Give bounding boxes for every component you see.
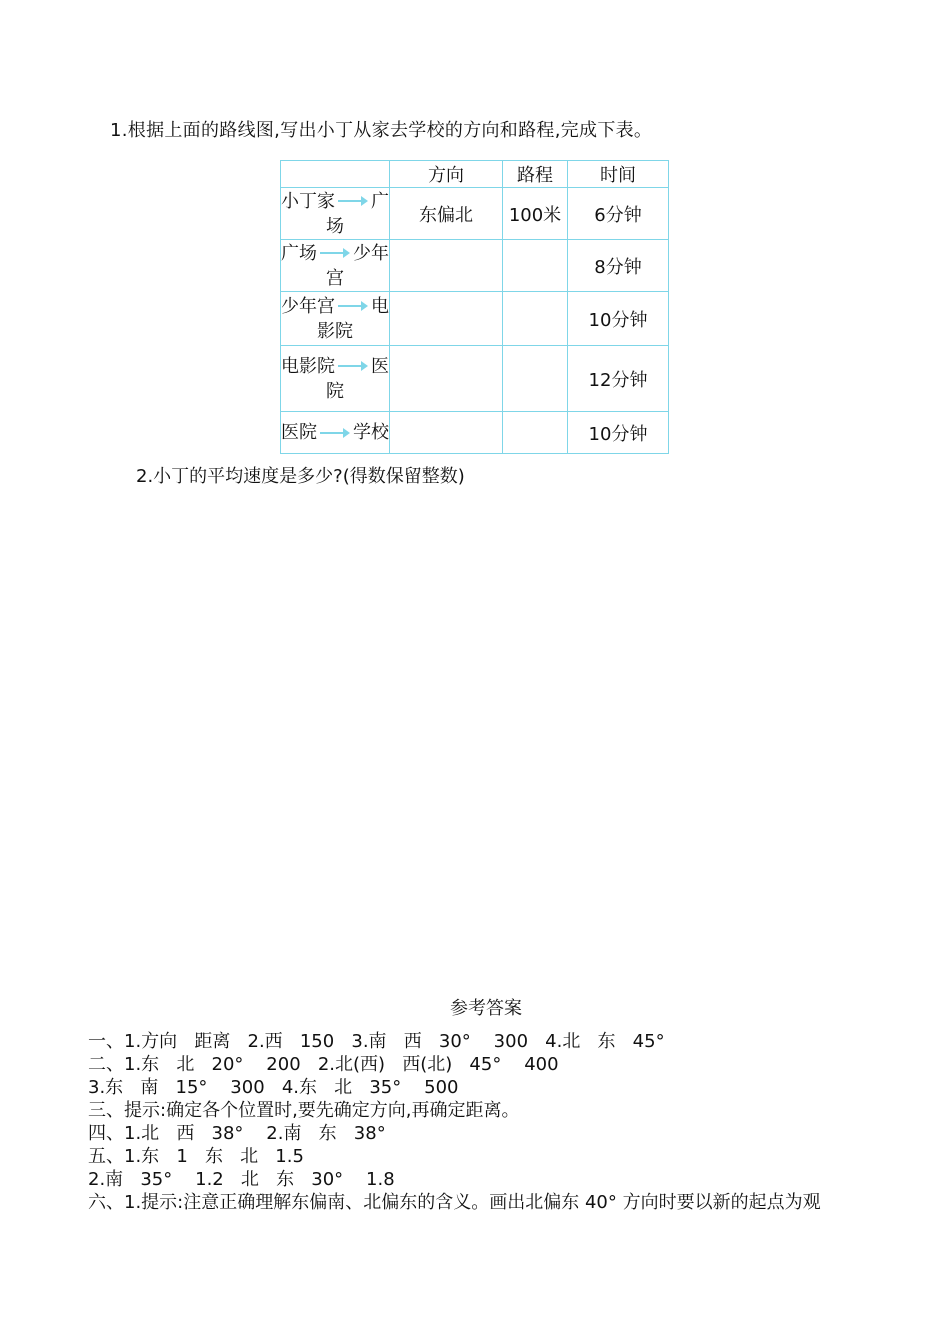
time-cell: 6分钟 — [568, 188, 669, 240]
route-cell — [281, 240, 390, 292]
answer-line: 二、1.东 北 20° 200 2.北(西) 西(北) 45° 400 — [88, 1054, 559, 1075]
route-to: 少年 — [353, 242, 389, 264]
header-direction: 方向 — [390, 161, 503, 188]
answer-line: 一、1.方向 距离 2.西 150 3.南 西 30° 300 4.北 东 45° — [88, 1031, 665, 1052]
route-from: 广场 — [281, 242, 317, 264]
distance-cell[interactable]: 100米 — [503, 188, 568, 240]
route-from: 少年宫 — [281, 295, 335, 317]
route-to-cont: 宫 — [326, 267, 344, 289]
answer-line: 四、1.北 西 38° 2.南 东 38° — [88, 1123, 386, 1144]
table-row — [281, 188, 669, 240]
table-row — [281, 240, 669, 292]
time-cell: 8分钟 — [568, 240, 669, 292]
direction-cell[interactable]: 东偏北 — [390, 188, 503, 240]
time-cell: 10分钟 — [568, 292, 669, 346]
header-distance: 路程 — [503, 161, 568, 188]
arrow-icon — [320, 428, 350, 438]
route-to: 医 — [371, 355, 389, 377]
route-to: 学校 — [353, 422, 389, 443]
route-to: 电 — [371, 295, 389, 317]
route-from: 医院 — [281, 422, 317, 443]
arrow-icon — [338, 301, 368, 311]
table-row — [281, 346, 669, 412]
distance-cell[interactable] — [503, 346, 568, 412]
route-from: 电影院 — [281, 355, 335, 377]
route-cell — [281, 292, 390, 346]
direction-cell[interactable] — [390, 292, 503, 346]
question-1: 1.根据上面的路线图,写出小丁从家去学校的方向和路程,完成下表。 — [110, 120, 653, 141]
direction-cell[interactable] — [390, 412, 503, 454]
answer-line: 3.东 南 15° 300 4.东 北 35° 500 — [88, 1077, 459, 1098]
route-cell — [281, 188, 390, 240]
table-header-row — [281, 161, 669, 188]
direction-cell[interactable] — [390, 346, 503, 412]
answer-line: 2.南 35° 1.2 北 东 30° 1.8 — [88, 1169, 395, 1190]
answer-line: 三、提示:确定各个位置时,要先确定方向,再确定距离。 — [88, 1100, 520, 1121]
arrow-icon — [338, 361, 368, 371]
header-route — [281, 161, 390, 188]
time-cell: 12分钟 — [568, 346, 669, 412]
arrow-icon — [320, 248, 350, 258]
arrow-icon — [338, 196, 368, 206]
distance-cell[interactable] — [503, 240, 568, 292]
direction-cell[interactable] — [390, 240, 503, 292]
question-2: 2.小丁的平均速度是多少?(得数保留整数) — [136, 466, 465, 487]
answer-line: 五、1.东 1 东 北 1.5 — [88, 1146, 304, 1167]
table-row — [281, 292, 669, 346]
route-to-cont: 场 — [326, 215, 344, 237]
route-cell — [281, 412, 390, 454]
time-cell: 10分钟 — [568, 412, 669, 454]
route-to-cont: 院 — [326, 380, 344, 402]
route-to-cont: 影院 — [317, 320, 353, 342]
table-row — [281, 412, 669, 454]
answer-lines — [88, 1030, 888, 1214]
route-to: 广 — [371, 190, 389, 212]
answer-line: 六、1.提示:注意正确理解东偏南、北偏东的含义。画出北偏东 40° 方向时要以新的起点为观 — [88, 1192, 821, 1213]
distance-cell[interactable] — [503, 412, 568, 454]
route-from: 小丁家 — [281, 190, 335, 212]
header-time: 时间 — [568, 161, 669, 188]
route-cell — [281, 346, 390, 412]
route-table — [280, 160, 669, 454]
answer-title: 参考答案 — [450, 998, 522, 1019]
distance-cell[interactable] — [503, 292, 568, 346]
